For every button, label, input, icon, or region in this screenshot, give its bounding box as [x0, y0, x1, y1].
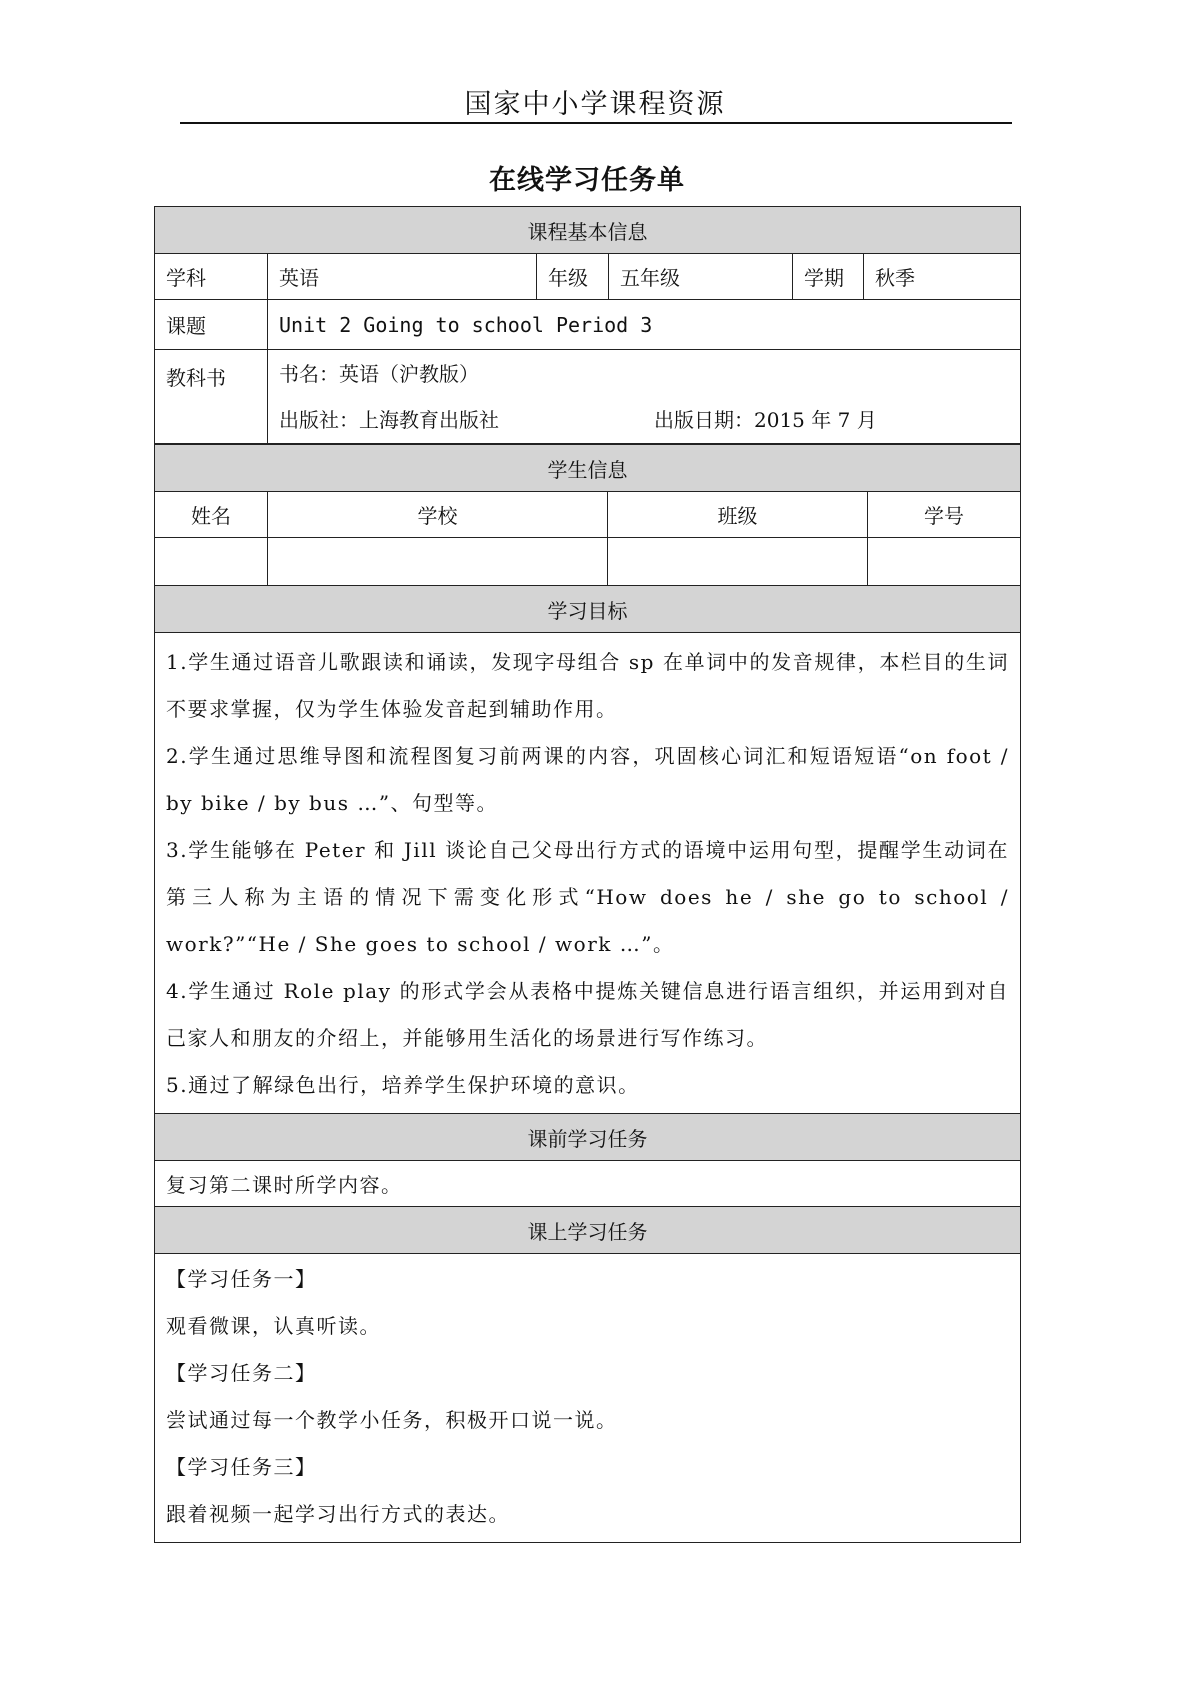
topic-value: Unit 2 Going to school Period 3 [268, 300, 1021, 350]
student-class-field[interactable] [608, 538, 868, 586]
task-heading: 【学习任务一】 [166, 1267, 317, 1291]
term-value: 秋季 [864, 254, 1021, 300]
objective-item: 5.通过了解绿色出行，培养学生保护环境的意识。 [166, 1073, 640, 1097]
in-class-section-header: 课上学习任务 [155, 1207, 1021, 1254]
task-content: 尝试通过每一个教学小任务，积极开口说一说。 [166, 1408, 618, 1432]
textbook-details [268, 350, 1021, 444]
in-class-tasks [155, 1254, 1021, 1543]
student-school-header: 学校 [268, 492, 608, 538]
task-heading: 【学习任务三】 [166, 1455, 317, 1479]
subject-label: 学科 [155, 254, 268, 300]
header-divider [180, 122, 1012, 124]
grade-label: 年级 [537, 254, 609, 300]
task-content: 观看微课，认真听读。 [166, 1314, 381, 1338]
site-header: 国家中小学课程资源 [464, 89, 726, 120]
grade-value: 五年级 [609, 254, 793, 300]
textbook-label: 教科书 [155, 350, 268, 444]
term-label: 学期 [793, 254, 864, 300]
student-info-section-header: 学生信息 [155, 445, 1021, 492]
objective-item: 3.学生能够在 Peter 和 Jill 谈论自己父母出行方式的语境中运用句型，提醒学生动词在第三人称为主语的情况下需变化形式“How does he / she go to school / work?”“He / She goes to school / work …”。 [166, 838, 1009, 956]
student-name-header: 姓名 [155, 492, 268, 538]
objectives-section-header: 学习目标 [155, 586, 1021, 633]
student-id-field[interactable] [868, 538, 1021, 586]
topic-label: 课题 [155, 300, 268, 350]
student-name-field[interactable] [155, 538, 268, 586]
task-heading: 【学习任务二】 [166, 1361, 317, 1385]
pre-class-section-header: 课前学习任务 [155, 1114, 1021, 1161]
student-class-header: 班级 [608, 492, 868, 538]
objectives-list [155, 633, 1021, 1114]
task-content: 跟着视频一起学习出行方式的表达。 [166, 1502, 510, 1526]
subject-value: 英语 [268, 254, 537, 300]
objective-item: 1.学生通过语音儿歌跟读和诵读，发现字母组合 sp 在单词中的发音规律，本栏目的生词不要求掌握，仅为学生体验发音起到辅助作用。 [166, 650, 1009, 721]
book-name: 书名：英语（沪教版） [279, 361, 479, 386]
objective-item: 2.学生通过思维导图和流程图复习前两课的内容，巩固核心词汇和短语短语“on foot / by bike / by bus …”、句型等。 [166, 744, 1009, 815]
course-info-section-header: 课程基本信息 [155, 207, 1021, 254]
publisher: 出版社：上海教育出版社 [279, 407, 499, 432]
student-school-field[interactable] [268, 538, 608, 586]
document-title: 在线学习任务单 [489, 165, 685, 196]
objective-item: 4.学生通过 Role play 的形式学会从表格中提炼关键信息进行语言组织，并运用到对自己家人和朋友的介绍上，并能够用生活化的场景进行写作练习。 [166, 979, 1009, 1050]
task-sheet-table [154, 206, 1020, 1543]
pre-class-task: 复习第二课时所学内容。 [155, 1161, 1021, 1207]
publish-date: 出版日期：2015 年 7 月 [654, 407, 877, 432]
student-id-header: 学号 [868, 492, 1021, 538]
publisher-line [279, 397, 1009, 443]
